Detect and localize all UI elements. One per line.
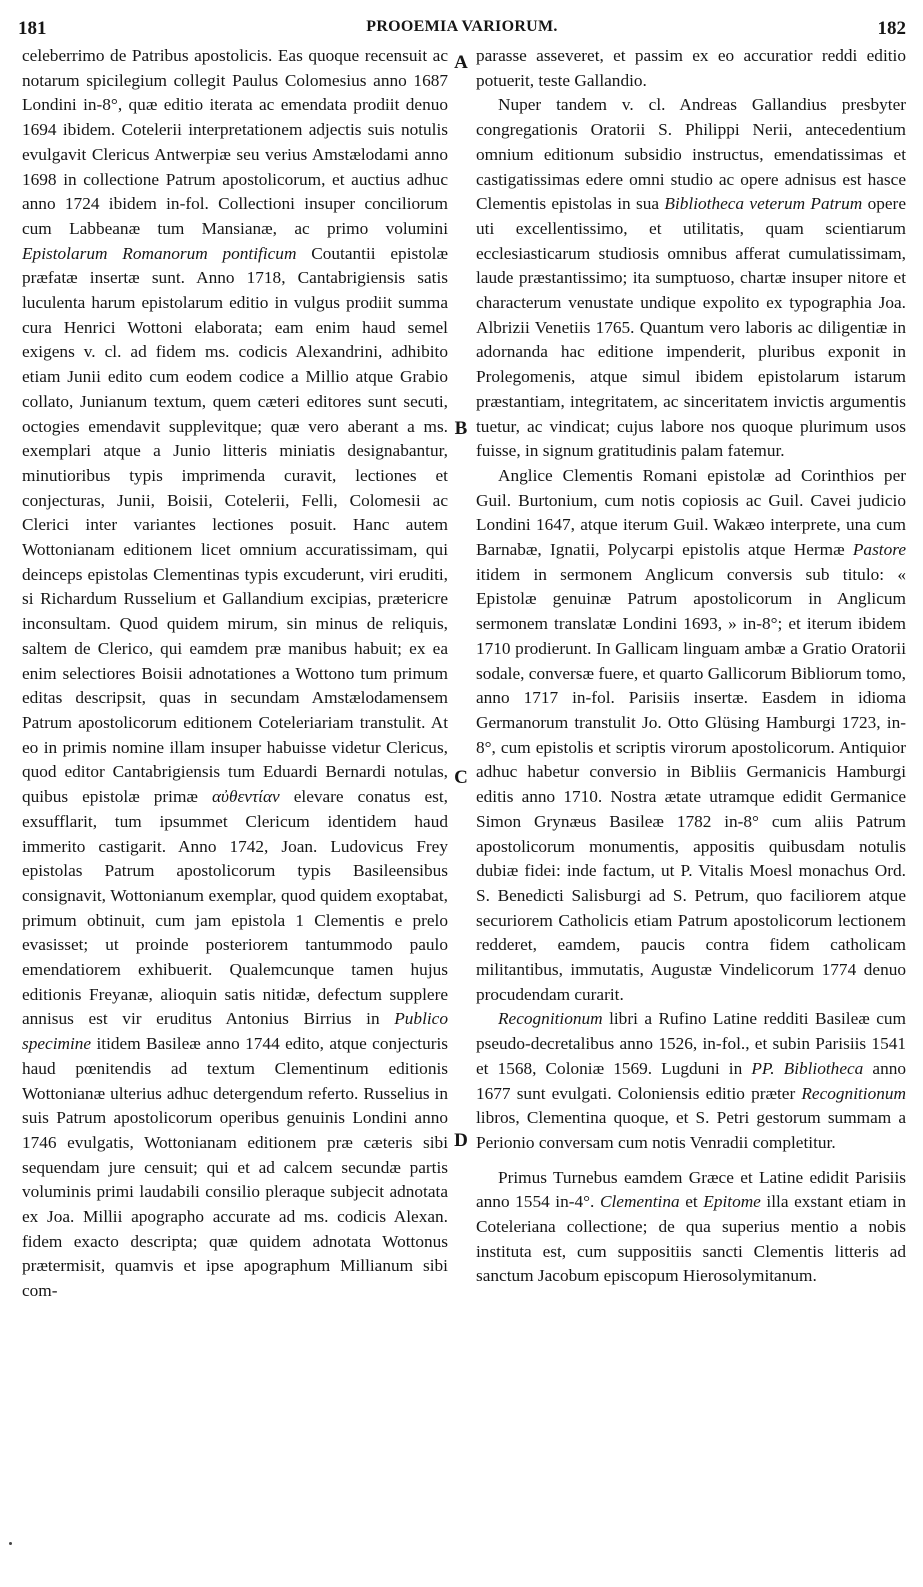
margin-marker-d: D: [454, 1130, 468, 1151]
italic-text: Pastore: [852, 540, 906, 560]
italic-text: Epitome: [703, 1192, 761, 1212]
margin-marker-c: C: [454, 767, 468, 788]
text-run: Nuper tandem v. cl. Andreas Gallandius presbyter congregationis Oratorii S. Philippi Nerii, antecedentium omnium editionum subsidio instructus, emendatissimas et castigatissimas edere omni studio ac opere adnisus est hasce Clementis epistolas in sua: [476, 95, 906, 214]
margin-marker-b: B: [454, 418, 468, 439]
text-run: Primus Turnebus eamdem Græce et Latine edidit Parisiis anno 1554 in-4°.: [476, 1167, 906, 1212]
page-number-right: 182: [877, 18, 906, 39]
text-run: celeberrimo de Patribus apostolicis. Eas quoque recensuit ac notarum spicilegium collegit Paulus Colomesius anno 1687 Londini in-8°, quæ editio iterata ac emendata prodiit denuo 1694 ibidem. Cotelerii interpretationem adjectis suis notulis evulgavit Clericus Antwerpiæ seu verius Amstælodami anno 1698 in collectione Patrum apostolicorum, et auctius adhuc anno 1724 ibidem in-fol. Collectioni insuper conciliorum cum Labbeanæ tum Mansianæ, ac primo volumini: [22, 46, 448, 238]
text-run: elevare conatus est, exsufflarit, tum ipsummet Clericum identidem haud immerito castigarit. Anno 1742, Joan. Ludovicus Frey epistolas Patrum apostolicorum typis Basileensibus consignavit, Wottonianum exemplar, quod quidem exoptabat, primum obtinuit, cum jam epistola 1 Clementis e prelo evasisset; ut proinde posteriorem tantummodo paulo emendatiorem exhibuerit. Qualemcunque tamen hujus editionis Freyanæ, alioquin satis nitidæ, defectum supplere annisus est vir eruditus Antonius Birrius in: [22, 787, 448, 1029]
italic-text: PP. Bibliotheca: [751, 1058, 864, 1078]
text-run: itidem in sermonem Anglicum conversis sub titulo: « Epistolæ genuinæ Patrum apostolicorum in Anglicum sermonem translatæ Londini 1693, » in-8°; et iterum ibidem 1710 prodierunt. In Gallicam linguam ambæ a Gratio Oratorii sodale, conversæ fuere, et quarto Gallicorum Bibliorum tomo, anno 1717 in-fol. Parisiis insertæ. Easdem in idioma Germanorum transtulit Jo. Otto Glüsing Hamburgi 1723, in-8°, cum epistolis et scriptis virorum apostolicorum. Antiquior adhuc habetur conversio in Bibliis Germanicis Hamburgi editis anno 1710. Nostra ætate utramque edidit Germanice Simon Grynæus Basileæ 1782 in-8° cum aliis Patrum apostolicorum monumentis, appositis quibusdam notulis dubiæ fidei: inde factum, ut P. Vitalis Moesl monachus Ord. S. Benedicti Salisburgi ad S. Petrum, quo faciliorem atque securiorem Catholicis etiam Patrum apostolicorum lectionem redderet, eamdem, paucis contra fidem catholicam militantibus, immutatis, Augustæ Vindelicorum 1774 denuo procudendam curarit.: [476, 564, 906, 1004]
running-title: PROOEMIA VARIORUM.: [366, 18, 558, 35]
italic-text: Epistolarum Romanorum pontificum: [22, 243, 297, 263]
left-column: [22, 44, 448, 1504]
text-run: Anglice Clementis Romani epistolæ ad Corinthios per Guil. Burtonium, cum notis copiosis ac Guil. Cavei judicio Londini 1647, atque iterum Guil. Wakæo interprete, una cum Barnabæ, Ignatii, Polycarpi epistolis atque Hermæ: [476, 465, 906, 560]
paragraph: [476, 44, 906, 93]
paragraph: [22, 44, 448, 1304]
page-header: [18, 18, 906, 46]
text-run: illa exstant etiam in Coteleriana collectione; de qua superius mentio a nobis instituta est, cum suppositiis sancti Clementis litteris ad sanctum Jacobum episcopum Hierosolymitanum.: [476, 1192, 906, 1286]
text-run: libri a Rufino Latine redditi Basileæ cum pseudo-decretalibus anno 1526, in-fol., et subin Parisiis 1541 et 1568, Coloniæ 1569. Lugduni in: [476, 1009, 906, 1078]
italic-text: Clementina: [599, 1192, 680, 1212]
text-run: Coutantii epistolæ præfatæ insertæ sunt. Anno 1718, Cantabrigiensis satis luculenta harum epistolarum editio in vulgus prodiit summa cura Henrici Wottoni elaborata; eam enim haud semel exigens v. cl. ad fidem ms. codicis Alexandrini, adhibito etiam Junii edito cum eodem codice a Millio atque Grabio collato, Junianum textum, quem cæteri editores sunt secuti, octogies emendavit supplevitque; quæ vero aberant a ms. exemplari atque a Junio litteris miniatis designabantur, minutioribus typis imprimenda curavit, lectiones et conjecturas, Junii, Boisii, Cotelerii, Felli, Colomesii ac Clerici inter variantes lectiones posuit. Hanc autem Wottonianam editionem licet omnium accuratissimam, qui deinceps epistolas Clementinas typis excuderunt, viri eruditi, si Richardum Russelium et Gallandium excipias, prætericre inconsultam. Quod quidem mirum, sin minus de reliquis, saltem de Clerico, qui eamdem præ manibus habuit; ex ea enim selectiores Boisii adnotationes a Wottono tum primum editas descripsit, quas in secundam Amstælodamensem Patrum apostolicorum editionem Coteleriariam transtulit. At eo in primis nomine illam insuper habuisse videtur Clericus, quod editor Cantabrigiensis tum Eduardi Bernardi notulas, quibus epistolæ primæ: [22, 243, 448, 807]
italic-text: αὐθεντίαν: [211, 787, 280, 807]
paragraph: [476, 464, 906, 1007]
text-run: opere uti excellentissimo, et utilitatis, quam scientiarum ecclesiasticarum studiosis omnibus afferat cumulatissimam, laude præstantissimo; ita sumptuoso, chartæ insuper nitore et characterum venustate undique expolito ex typographia Joa. Albrizii Venetiis 1765. Quantum vero laboris ac diligentiæ in adornanda hac editione impenderit, pluribus exponit in Prolegomenis, atque simul ibidem epistolarum istarum præstantiam, integritatem, ac sinceritatem invictis argumentis tuetur, ac vindicat; cujus labore nos quoque plurimum usos fuisse, in signum gratitudinis palam fatemur.: [476, 194, 906, 461]
page-speck: [9, 1542, 12, 1545]
right-column: [476, 44, 906, 1504]
paragraph: [476, 1166, 906, 1290]
text-run: itidem Basileæ anno 1744 edito, atque conjecturis haud pœnitendis ad textum Clementinum editionis Wottonianæ ulterius adhuc detergendum referto. Russelius in suis Patrum apostolicorum operibus genuinis Londini anno 1746 evulgatis, Wottonianam editionem præ cæteris sibi sequendam jure censuit; qui et ad calcem secundæ partis voluminis primi laudabili consilio pleraque subjecit adnotata ex Joa. Millii apographo accurate ad ms. codicis Alexan. fidem exacto descripta; quæ quidem adnotata Wottonus prætermisit, quamvis et ipse apographum Millianum sibi com-: [22, 1034, 448, 1301]
text-run: parasse asseveret, et passim ex eo accuratior reddi editio potuerit, teste Gallandio.: [476, 46, 906, 90]
text-run: anno 1677 sunt evulgati. Coloniensis editio præter: [476, 1058, 906, 1103]
italic-text: Recognitionum: [801, 1083, 906, 1103]
text-run: et: [679, 1192, 704, 1212]
margin-marker-a: A: [454, 52, 468, 73]
text-run: libros, Clementina quoque, et S. Petri gestorum summam a Perionio conversam cum notis Venradii completitur.: [476, 1108, 906, 1152]
italic-text: Bibliotheca veterum Patrum: [664, 194, 863, 214]
paragraph: [476, 1007, 906, 1155]
paragraph: [476, 93, 906, 464]
italic-text: Publico specimine: [22, 1009, 448, 1054]
italic-text: Recognitionum: [498, 1009, 603, 1029]
page-number-left: 181: [18, 18, 47, 39]
